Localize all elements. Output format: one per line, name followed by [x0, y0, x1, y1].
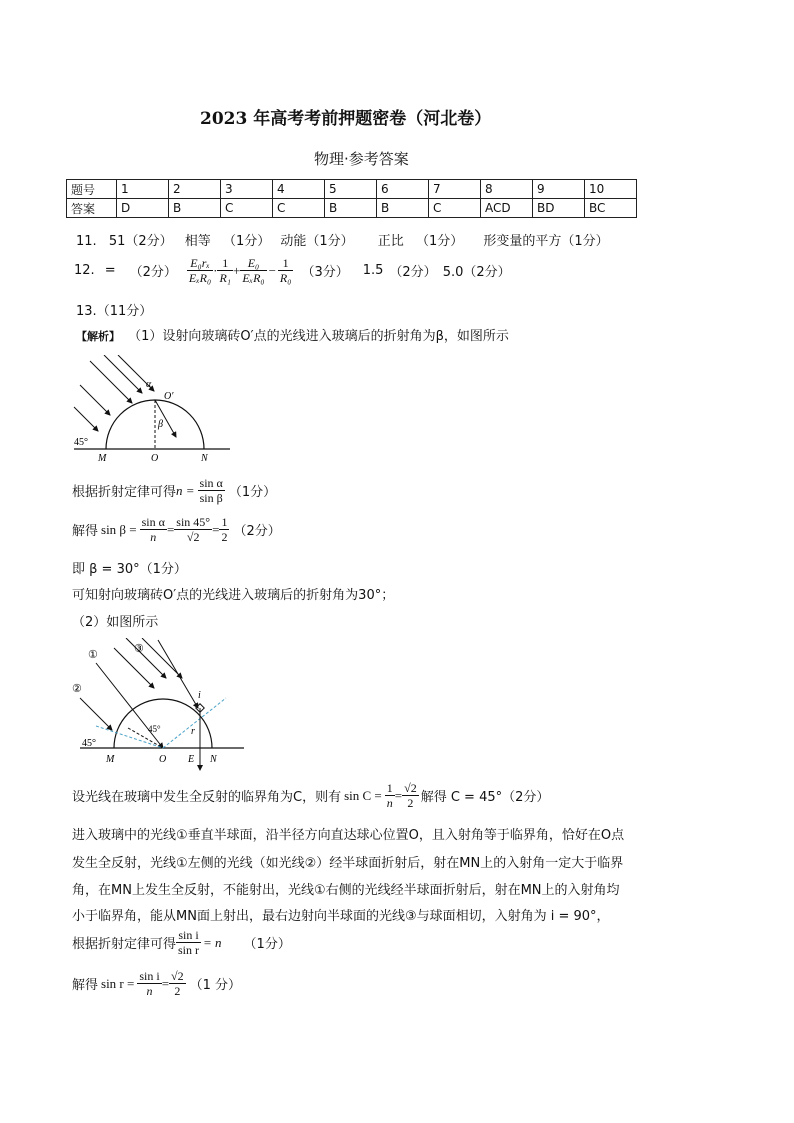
minus-operator: − — [268, 262, 276, 278]
critical-angle-line — [72, 781, 549, 810]
equals: = — [166, 521, 175, 537]
fraction: $\frac{\text{sin α}}{n}$ — [141, 515, 165, 544]
q13-score: （11分） — [96, 304, 153, 319]
solve-score: （2分） — [233, 524, 281, 539]
q11-part: （1分） — [415, 234, 464, 249]
part1-intro-text: （1）设射向玻璃砖O′点的光线进入玻璃后的折射角为β，如图所示 — [128, 329, 509, 344]
q12-number: 12. — [74, 263, 95, 278]
table-cell: C — [221, 199, 273, 218]
plus-operator: + — [232, 262, 241, 278]
label-ray-2: ② — [72, 683, 82, 695]
fraction: $\frac{\text{sin i}}{n}$ — [139, 969, 160, 998]
fraction: $\frac{1}{n}$ — [386, 781, 393, 810]
table-cell: 8 — [481, 180, 533, 199]
table-cell: D — [117, 199, 169, 218]
fraction: $\frac{1}{2}$ — [221, 515, 228, 544]
label-n: N — [210, 754, 217, 765]
label-m: M — [98, 453, 107, 464]
law2-rhs: = n — [203, 934, 222, 950]
label-alpha: α — [146, 379, 152, 390]
table-cell: C — [429, 199, 481, 218]
q11-part: 相等 — [184, 234, 211, 249]
beta-result: 即 β = 30°（1分） — [72, 562, 187, 577]
table-cell: 2 — [169, 180, 221, 199]
label-o-prime: O′ — [164, 391, 174, 402]
label-i: i — [198, 690, 201, 701]
page-title: 2023 年高考考前押题密卷（河北卷） — [200, 109, 492, 129]
q11-number: 11. — [76, 234, 97, 249]
law2-score: （1分） — [243, 937, 291, 952]
q11-line — [76, 230, 609, 249]
table-cell: 4 — [273, 180, 325, 199]
table-cell: BD — [533, 199, 585, 218]
q13-part1-intro — [76, 325, 509, 344]
q12-score: （3分） — [301, 265, 349, 280]
answer-table — [66, 179, 637, 218]
equals: = — [161, 975, 170, 991]
q12-line — [74, 256, 511, 285]
fraction: $\frac{1}{\text{R₀}}$ — [279, 256, 292, 285]
refraction-law-2-line — [72, 928, 291, 957]
table-row-header — [67, 180, 637, 199]
fraction: $\frac{√2}{2}$ — [404, 781, 417, 810]
fraction: $\frac{\text{sin i}}{\text{sin r}}$ — [178, 928, 200, 957]
q13-number: 13. — [76, 304, 97, 319]
solve-beta-line — [72, 515, 281, 544]
table-cell: 1 — [117, 180, 169, 199]
part2-intro: （2）如图所示 — [72, 615, 159, 630]
q11-part: 动能（1分） — [280, 234, 354, 249]
label-ray-1: ① — [88, 649, 98, 661]
equals: = — [212, 521, 220, 537]
q12-score: （2分） — [129, 265, 177, 280]
solve2-lhs: sin r = — [101, 975, 135, 991]
table-cell: 5 — [325, 180, 377, 199]
table-cell: 答案 — [67, 199, 117, 218]
q11-part: 正比 — [377, 234, 404, 249]
table-cell: 题号 — [67, 180, 117, 199]
fraction: $\frac{1}{\text{R₁}}$ — [219, 256, 231, 285]
figure-2-diagram — [66, 638, 256, 773]
table-row-answers — [67, 199, 637, 218]
law2-prefix: 根据折射定律可得 — [72, 937, 177, 952]
conclusion-1: 可知射向玻璃砖O′点的光线进入玻璃后的折射角为30°； — [72, 588, 395, 603]
table-cell: C — [273, 199, 325, 218]
page-subtitle: 物理·参考答案 — [314, 150, 409, 168]
label-angle: 45° — [74, 437, 88, 448]
label-r: r — [191, 726, 195, 737]
table-cell: B — [377, 199, 429, 218]
crit-suffix: 解得 C = 45°（2分） — [420, 790, 550, 805]
table-cell: 3 — [221, 180, 273, 199]
solve2-score: （1 分） — [189, 978, 242, 993]
label-n: N — [201, 453, 208, 464]
solve2-prefix: 解得 — [72, 978, 99, 993]
fraction: $\frac{\text{sin α}}{\text{sin β}}$ — [199, 476, 223, 505]
label-beta: β — [158, 419, 163, 430]
fraction: $\frac{\text{E₀rₓ}}{\text{EₓR₀}}$ — [188, 256, 212, 285]
label-angle-inner: 45° — [148, 724, 161, 734]
table-cell: BC — [585, 199, 637, 218]
table-cell: B — [325, 199, 377, 218]
solve-lhs: sin β = — [101, 521, 137, 537]
q11-part: （1分） — [222, 234, 271, 249]
label-o: O — [159, 754, 167, 765]
label-m: M — [106, 754, 115, 765]
fraction: $\frac{√2}{2}$ — [171, 969, 184, 998]
label-e: E — [188, 754, 195, 765]
law-score: （1分） — [228, 485, 277, 500]
table-cell: 6 — [377, 180, 429, 199]
label-ray-3: ③ — [134, 643, 144, 655]
label-o: O — [151, 453, 159, 464]
solve-prefix: 解得 — [72, 524, 99, 539]
q12-score: （2分） — [389, 265, 437, 280]
table-cell: B — [169, 199, 221, 218]
equals: = — [394, 787, 403, 803]
q13-header — [76, 300, 152, 319]
figure-1-diagram — [70, 355, 245, 465]
paragraph-line: 角，在MN上发生全反射，不能射出，光线①右侧的光线经半球面折射后，射在MN上的入射角均 — [72, 883, 620, 898]
refraction-law-line — [72, 476, 276, 505]
dot-operator: · — [213, 262, 218, 278]
q12-value: 1.5 — [362, 263, 384, 278]
q12-equals: = — [104, 263, 116, 278]
table-cell: ACD — [481, 199, 533, 218]
crit-prefix: 设光线在玻璃中发生全反射的临界角为C，则有 — [72, 790, 342, 805]
table-cell: 7 — [429, 180, 481, 199]
paragraph-line: 进入玻璃中的光线①垂直半球面，沿半径方向直达球心位置O，且入射角等于临界角，恰好在O点 — [72, 828, 625, 843]
fraction: $\frac{\text{E₀}}{\text{EₓR₀}}$ — [242, 256, 265, 285]
analysis-tag: 【解析】 — [76, 330, 120, 343]
law-prefix: 根据折射定律可得 — [72, 485, 177, 500]
table-cell: 10 — [585, 180, 637, 199]
solve-r-line — [72, 969, 241, 998]
fraction: $\frac{\sin 45^\circ}{√2}$ — [176, 515, 211, 544]
q11-part: 51（2分） — [108, 234, 173, 249]
label-angle: 45° — [82, 738, 96, 749]
law-lhs: n = — [176, 482, 195, 498]
paragraph-line: 发生全反射，光线①左侧的光线（如光线②）经半球面折射后，射在MN上的入射角一定大于临界 — [72, 856, 624, 871]
paragraph-line: 小于临界角，能从MN面上射出，最右边射向半球面的光线③与球面相切，入射角为 i = 90°， — [72, 909, 610, 924]
q12-value: 5.0（2分） — [442, 265, 511, 280]
crit-lhs: sin C = — [344, 787, 382, 803]
q11-part: 形变量的平方（1分） — [483, 234, 609, 249]
table-cell: 9 — [533, 180, 585, 199]
